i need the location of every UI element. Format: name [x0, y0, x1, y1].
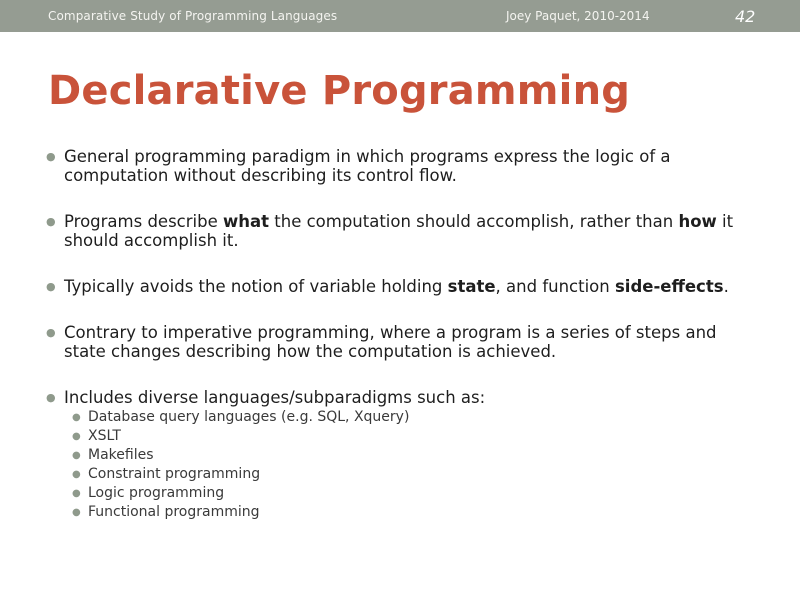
bullet-dot-icon: ●	[46, 150, 56, 163]
sub-bullet-dot-icon: ●	[72, 450, 81, 461]
sub-bullet-list	[64, 408, 744, 522]
bullet-dot-icon: ●	[46, 326, 56, 339]
author-credit: Joey Paquet, 2010-2014	[506, 9, 650, 23]
sub-bullet-text: XSLT	[88, 428, 121, 444]
sub-bullet-text: Makefiles	[88, 447, 154, 463]
sub-bullet-text: Constraint programming	[88, 466, 261, 482]
sub-bullet-text: Database query languages (e.g. SQL, Xquery)	[88, 409, 410, 425]
sub-bullet-dot-icon: ●	[72, 431, 81, 442]
course-title: Comparative Study of Programming Languages	[48, 9, 338, 23]
sub-bullet-text: Functional programming	[88, 504, 260, 520]
sub-bullet-text: Logic programming	[88, 485, 225, 501]
bullet-text: General programming paradigm in which programs express the logic of a computation without describing its control flow.	[64, 147, 671, 185]
sub-bullet-item	[64, 446, 744, 465]
bullet-item	[44, 323, 744, 361]
bullet-dot-icon: ●	[46, 280, 56, 293]
sub-bullet-item	[64, 408, 744, 427]
bullet-item	[44, 212, 744, 250]
sub-bullet-item	[64, 503, 744, 522]
emphasis-what: what	[223, 212, 270, 231]
bullet-text: Programs describe	[64, 212, 223, 231]
sub-bullet-item	[64, 484, 744, 503]
slide-title: Declarative Programming	[48, 68, 631, 114]
bullet-text: Includes diverse languages/subparadigms such as:	[64, 388, 486, 407]
bullet-item	[44, 388, 744, 522]
bullet-text: Typically avoids the notion of variable holding	[64, 277, 448, 296]
bullet-text: , and function	[495, 277, 615, 296]
bullet-text: the computation should accomplish, rather than	[269, 212, 679, 231]
sub-bullet-dot-icon: ●	[72, 488, 81, 499]
sub-bullet-dot-icon: ●	[72, 469, 81, 480]
bullet-dot-icon: ●	[46, 391, 56, 404]
sub-bullet-dot-icon: ●	[72, 412, 81, 423]
emphasis-how: how	[678, 212, 717, 231]
page-number: 42	[735, 7, 756, 26]
bullet-text: Contrary to imperative programming, where a program is a series of steps and state changes describing how the computation is achieved.	[64, 323, 717, 361]
bullet-text: it should accomplish it.	[64, 212, 734, 250]
emphasis-side-effects: side-effects	[614, 277, 724, 296]
bullet-text: .	[723, 277, 729, 296]
header-bar	[0, 0, 800, 32]
sub-bullet-dot-icon: ●	[72, 507, 81, 518]
sub-bullet-item	[64, 427, 744, 446]
bullet-list	[44, 147, 744, 522]
bullet-item	[44, 277, 744, 296]
sub-bullet-item	[64, 465, 744, 484]
bullet-item	[44, 147, 744, 185]
bullet-dot-icon: ●	[46, 215, 56, 228]
emphasis-state: state	[447, 277, 496, 296]
